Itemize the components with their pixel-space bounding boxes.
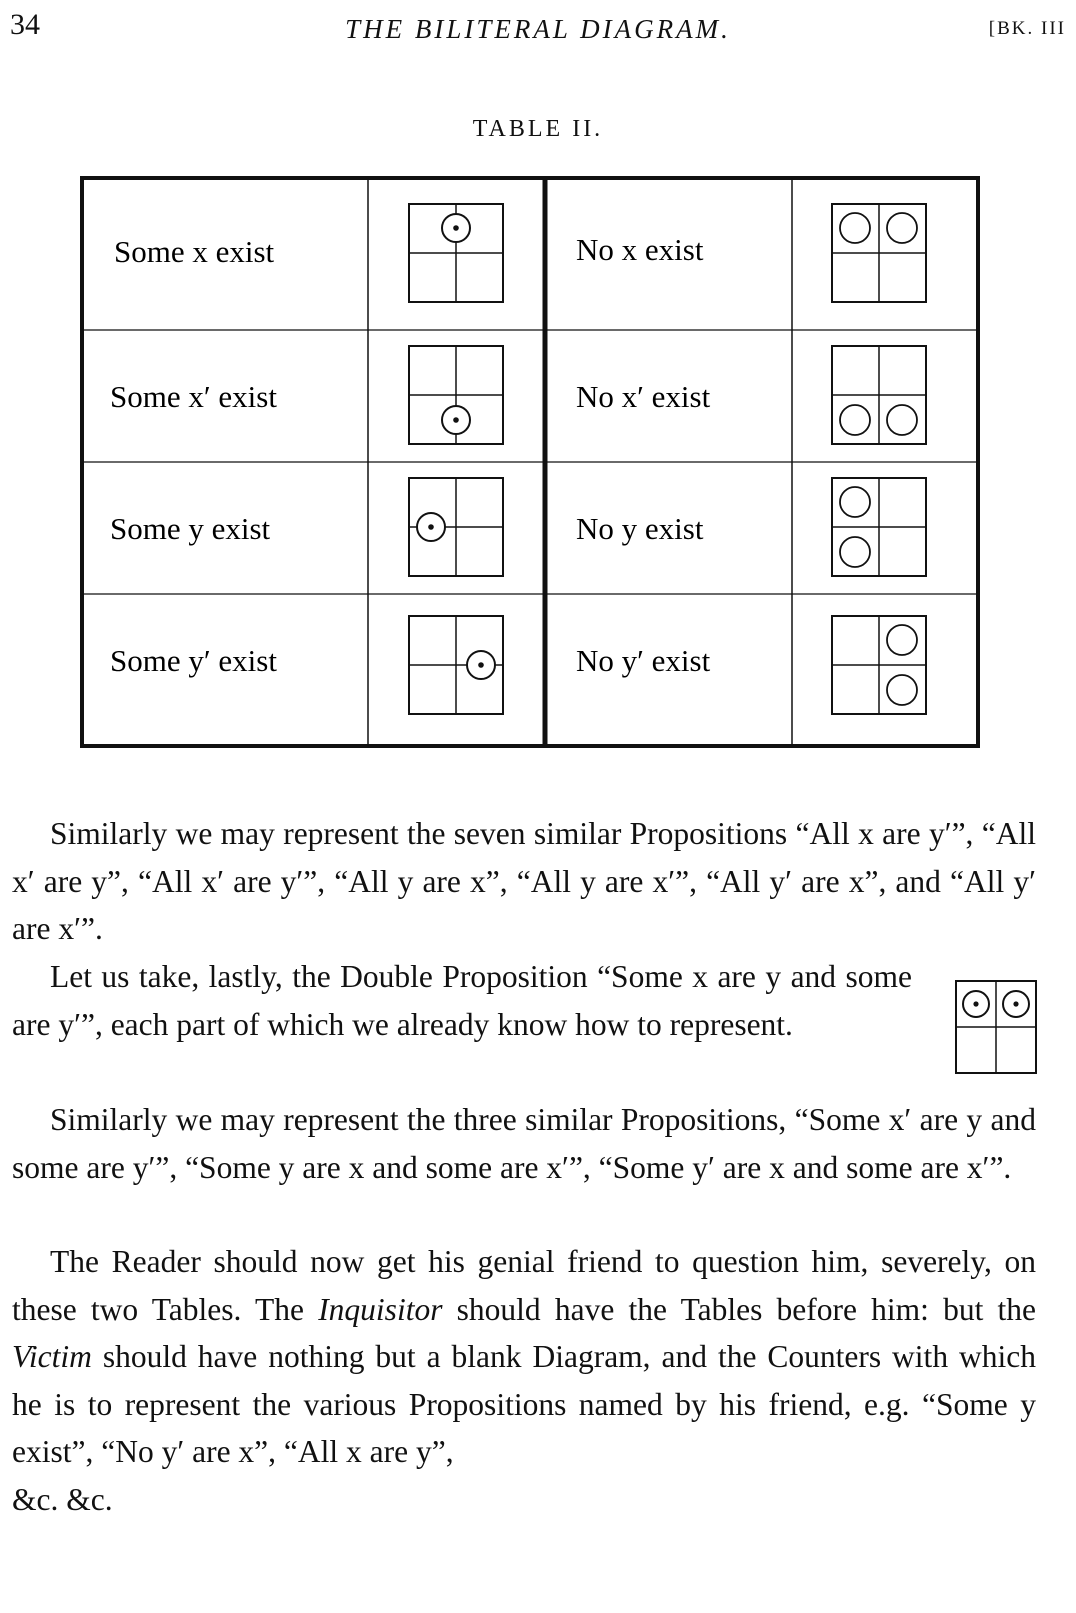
proposition-table (80, 176, 980, 748)
paragraph-three-propositions (12, 1096, 1036, 1191)
red-counter-icon (467, 651, 495, 679)
grey-counter-icon (887, 213, 917, 243)
grey-counter-icon (887, 405, 917, 435)
biliteral-diagram (409, 346, 503, 444)
page-header (10, 8, 1066, 48)
running-title: THE BILITERAL DIAGRAM. (345, 14, 731, 44)
page-number: 34 (10, 8, 40, 41)
double-proposition-diagram (955, 980, 1039, 1076)
paragraph-double-proposition (12, 953, 912, 1048)
biliteral-diagram (409, 478, 503, 576)
red-counter-icon (442, 406, 470, 434)
red-counter-icon (1003, 991, 1029, 1017)
biliteral-diagram (409, 204, 503, 302)
paragraph-text: Let us take, lastly, the Double Proposition “Some x are y and some are y′”, each part of which we already know how to represent. (12, 959, 912, 1042)
paragraph-ending: &c. &c. (12, 1481, 113, 1517)
emphasis-victim: Victim (12, 1339, 92, 1374)
biliteral-diagram (832, 346, 926, 444)
proposition-label: Some x exist (114, 234, 275, 269)
paragraph-seven-propositions (12, 810, 1036, 953)
grey-counter-icon (840, 213, 870, 243)
proposition-label: Some y exist (110, 511, 271, 546)
red-counter-icon (963, 991, 989, 1017)
paragraph-reader-instructions (12, 1238, 1036, 1523)
emphasis-inquisitor: Inquisitor (318, 1291, 443, 1327)
paragraph-text: Similarly we may represent the three similar Propositions, “Some x′ are y and some are y′”, “Some y are x and some are x′”, “Some y′ are x and some are x′”. (12, 1102, 1036, 1185)
grey-counter-icon (887, 675, 917, 705)
biliteral-diagram (832, 616, 926, 714)
paragraph-fragment: should have nothing but a blank Diagram, and the Counters with which he is to represent the various Propositions named by his friend, e.g. “Some y exist”, “No y′ are x”, “All x are y”, (12, 1339, 1036, 1469)
grey-counter-icon (840, 405, 870, 435)
red-counter-icon (442, 214, 470, 242)
proposition-label: No x exist (576, 232, 704, 267)
proposition-label: Some x′ exist (110, 379, 277, 414)
paragraph-text (12, 1238, 1036, 1476)
paragraph-text: Similarly we may represent the seven similar Propositions “All x are y′”, “All x′ are y”, “All x′ are y′”, “All y are x”, “All y are x′”, “All y′ are x”, and “All y′ are x′”. (12, 816, 1036, 946)
paragraph-fragment: The Reader should now get his genial friend to question him, severely, on these two Tables. The (12, 1244, 1036, 1327)
biliteral-diagram (832, 204, 926, 302)
table-title: TABLE II. (472, 116, 604, 142)
biliteral-diagram (832, 478, 926, 576)
proposition-label: Some y′ exist (110, 643, 277, 678)
biliteral-diagram (409, 616, 503, 714)
grey-counter-icon (840, 487, 870, 517)
grey-counter-icon (887, 625, 917, 655)
book-reference: [BK. III (988, 18, 1066, 39)
proposition-label: No y exist (576, 511, 704, 546)
proposition-label: No x′ exist (576, 379, 711, 414)
red-counter-icon (417, 513, 445, 541)
proposition-label: No y′ exist (576, 643, 711, 678)
paragraph-fragment: should have the Tables before him: but the (456, 1291, 1036, 1327)
grey-counter-icon (840, 537, 870, 567)
